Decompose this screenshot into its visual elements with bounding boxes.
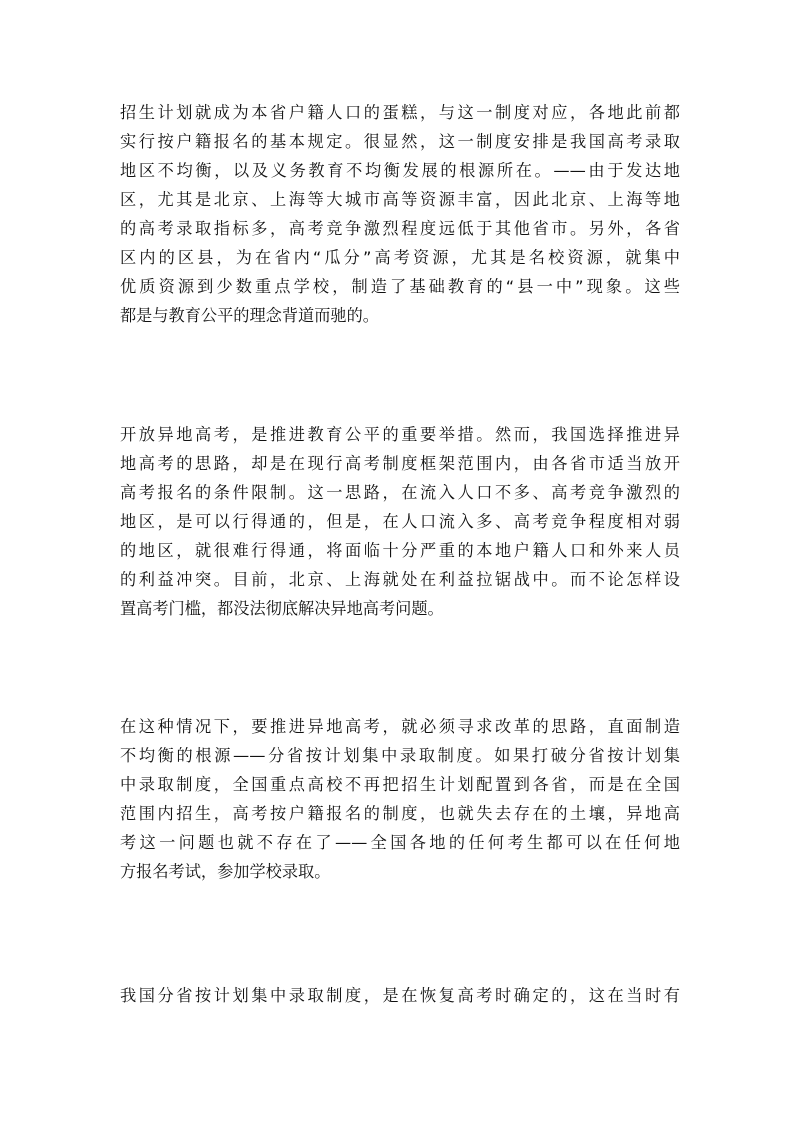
- text-line: 地区不均衡，以及义务教育不均衡发展的根源所在。——由于发达地: [120, 161, 680, 180]
- text-line: 中录取制度，全国重点高校不再把招生计划配置到各省，而是在全国: [120, 775, 680, 794]
- text-line: 优质资源到少数重点学校，制造了基础教育的“县一中”现象。这些: [120, 277, 680, 296]
- text-line: 范围内招生，高考按户籍报名的制度，也就失去存在的土壤，异地高: [120, 804, 680, 823]
- text-line: 的利益冲突。目前，北京、上海就处在利益拉锯战中。而不论怎样设: [120, 570, 680, 589]
- text-line: 招生计划就成为本省户籍人口的蛋糕，与这一制度对应，各地此前都: [120, 103, 680, 122]
- text-line: 我国分省按计划集中录取制度，是在恢复高考时确定的，这在当时有: [120, 986, 680, 1005]
- text-line: 的高考录取指标多，高考竞争激烈程度远低于其他省市。另外，各省: [120, 219, 680, 238]
- text-line: 方报名考试，参加学校录取。: [120, 862, 331, 881]
- text-line: 地区，是可以行得通的，但是，在人口流入多、高考竞争程度相对弱: [120, 512, 680, 531]
- paragraph-2: [120, 420, 680, 623]
- text-line: 置高考门槛，都没法彻底解决异地高考问题。: [120, 599, 444, 618]
- text-line: 实行按户籍报名的基本规定。很显然，这一制度安排是我国高考录取: [120, 132, 680, 151]
- text-line: 不均衡的根源——分省按计划集中录取制度。如果打破分省按计划集: [120, 746, 680, 765]
- text-line: 区内的区县，为在省内“瓜分”高考资源，尤其是名校资源，就集中: [120, 248, 680, 267]
- text-line: 区，尤其是北京、上海等大城市高等资源丰富，因此北京、上海等地: [120, 190, 680, 209]
- text-line: 的地区，就很难行得通，将面临十分严重的本地户籍人口和外来人员: [120, 541, 680, 560]
- text-line: 高考报名的条件限制。这一思路，在流入人口不多、高考竞争激烈的: [120, 483, 680, 502]
- text-line: 地高考的思路，却是在现行高考制度框架范围内，由各省市适当放开: [120, 454, 680, 473]
- text-line: 都是与教育公平的理念背道而驰的。: [120, 306, 379, 325]
- text-line: 在这种情况下，要推进异地高考，就必须寻求改革的思路，直面制造: [120, 717, 680, 736]
- text-line: 开放异地高考，是推进教育公平的重要举措。然而，我国选择推进异: [120, 425, 680, 444]
- paragraph-3: [120, 712, 680, 886]
- text-line: 考这一问题也就不存在了——全国各地的任何考生都可以在任何地: [120, 833, 680, 852]
- paragraph-4: [120, 981, 680, 1010]
- paragraph-1: [120, 98, 680, 330]
